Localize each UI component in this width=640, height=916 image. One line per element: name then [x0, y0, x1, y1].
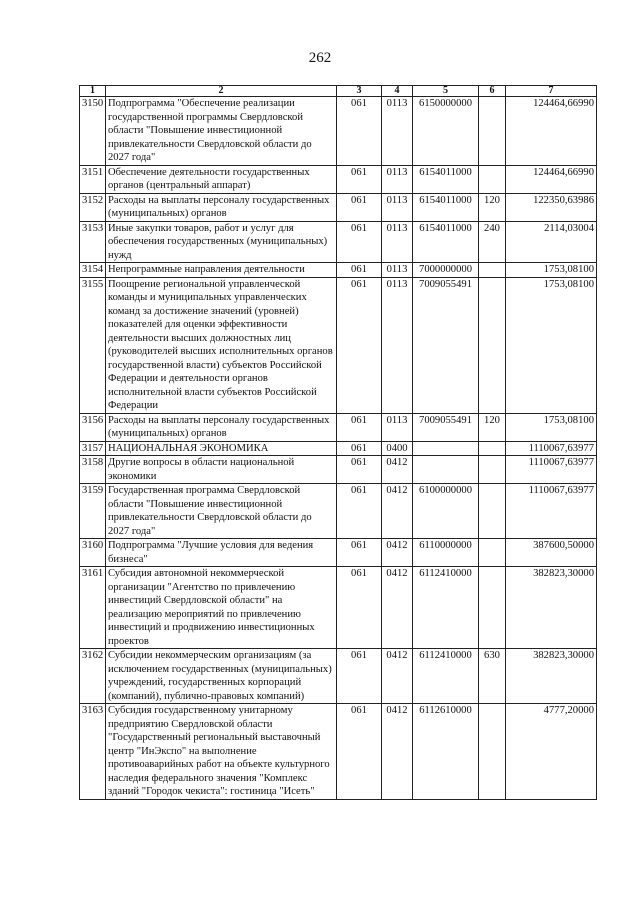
row-number: 3150 — [80, 97, 106, 166]
table-row — [80, 484, 597, 539]
code-3: 061 — [337, 456, 382, 484]
code-4: 0400 — [382, 441, 413, 456]
row-name: Расходы на выплаты персоналу государственных (муниципальных) органов — [106, 413, 337, 441]
code-5: 6112410000 — [413, 567, 479, 649]
code-4: 0113 — [382, 413, 413, 441]
row-number: 3158 — [80, 456, 106, 484]
code-5: 6110000000 — [413, 539, 479, 567]
row-amount: 4777,20000 — [506, 704, 597, 800]
code-3: 061 — [337, 277, 382, 413]
row-amount: 1110067,63977 — [506, 456, 597, 484]
code-6 — [479, 277, 506, 413]
code-5 — [413, 441, 479, 456]
code-4: 0113 — [382, 97, 413, 166]
row-amount: 2114,03004 — [506, 221, 597, 263]
code-4: 0113 — [382, 277, 413, 413]
code-6 — [479, 263, 506, 278]
code-5: 6154011000 — [413, 165, 479, 193]
table-row — [80, 221, 597, 263]
code-6: 630 — [479, 649, 506, 704]
row-name: Подпрограмма "Лучшие условия для ведения бизнеса" — [106, 539, 337, 567]
row-number: 3156 — [80, 413, 106, 441]
code-3: 061 — [337, 413, 382, 441]
row-name: Государственная программа Свердловской области "Повышение инвестиционной привлекательности Свердловской области до 2027 года" — [106, 484, 337, 539]
code-5: 6154011000 — [413, 221, 479, 263]
table-row — [80, 263, 597, 278]
code-3: 061 — [337, 649, 382, 704]
row-number: 3159 — [80, 484, 106, 539]
code-4: 0113 — [382, 263, 413, 278]
column-header: 2 — [106, 86, 337, 97]
column-header: 4 — [382, 86, 413, 97]
row-amount: 382823,30000 — [506, 567, 597, 649]
row-amount: 1110067,63977 — [506, 484, 597, 539]
row-name: Поощрение региональной управленческой команды и муниципальных управленческих команд за достижение значений (уровней) показателей для оценки эффективности деятельности высших должностных лиц (руководителей высших исполнительных органов государственной власти) субъектов Российской Федерации и деятельности органов исполнительной власти субъектов Российской Федерации — [106, 277, 337, 413]
row-amount: 1753,08100 — [506, 263, 597, 278]
row-name: НАЦИОНАЛЬНАЯ ЭКОНОМИКА — [106, 441, 337, 456]
code-6 — [479, 97, 506, 166]
budget-table — [79, 85, 597, 800]
code-3: 061 — [337, 441, 382, 456]
code-3: 061 — [337, 97, 382, 166]
row-number: 3160 — [80, 539, 106, 567]
code-4: 0412 — [382, 539, 413, 567]
row-name: Подпрограмма "Обеспечение реализации государственной программы Свердловской области "Повышение инвестиционной привлекательности Свердловской области до 2027 года" — [106, 97, 337, 166]
row-amount: 1110067,63977 — [506, 441, 597, 456]
code-5: 7000000000 — [413, 263, 479, 278]
code-6: 120 — [479, 413, 506, 441]
code-3: 061 — [337, 539, 382, 567]
code-6 — [479, 704, 506, 800]
row-name: Субсидия автономной некоммерческой организации "Агентство по привлечению инвестиций Свердловской области" на реализацию мероприятий по привлечению инвестиций и продвижению инвестиционных проектов — [106, 567, 337, 649]
column-header: 6 — [479, 86, 506, 97]
row-number: 3162 — [80, 649, 106, 704]
row-name: Расходы на выплаты персоналу государственных (муниципальных) органов — [106, 193, 337, 221]
row-amount: 1753,08100 — [506, 277, 597, 413]
code-4: 0113 — [382, 165, 413, 193]
code-6: 120 — [479, 193, 506, 221]
row-name: Субсидия государственному унитарному предприятию Свердловской области "Государственный региональный выставочный центр "ИнЭкспо" на выполнение противоаварийных работ на объекте культурного наследия федерального значения "Комплекс зданий "Городок чекиста": гостиница "Исеть" — [106, 704, 337, 800]
row-number: 3163 — [80, 704, 106, 800]
column-header: 1 — [80, 86, 106, 97]
row-name: Субсидии некоммерческим организациям (за исключением государственных (муниципальных) учреждений, государственных корпораций (компаний), публично-правовых компаний) — [106, 649, 337, 704]
column-header: 3 — [337, 86, 382, 97]
table-row — [80, 456, 597, 484]
row-number: 3152 — [80, 193, 106, 221]
table-row — [80, 165, 597, 193]
row-number: 3151 — [80, 165, 106, 193]
row-amount: 122350,63986 — [506, 193, 597, 221]
row-number: 3155 — [80, 277, 106, 413]
page-number: 262 — [308, 50, 332, 66]
row-name: Обеспечение деятельности государственных органов (центральный аппарат) — [106, 165, 337, 193]
code-5: 7009055491 — [413, 277, 479, 413]
code-6 — [479, 456, 506, 484]
code-6 — [479, 539, 506, 567]
code-3: 061 — [337, 567, 382, 649]
code-6: 240 — [479, 221, 506, 263]
code-3: 061 — [337, 221, 382, 263]
row-number: 3153 — [80, 221, 106, 263]
code-5: 7009055491 — [413, 413, 479, 441]
row-amount: 1753,08100 — [506, 413, 597, 441]
table-row — [80, 413, 597, 441]
row-number: 3154 — [80, 263, 106, 278]
row-name: Иные закупки товаров, работ и услуг для обеспечения государственных (муниципальных) нужд — [106, 221, 337, 263]
code-4: 0412 — [382, 649, 413, 704]
code-3: 061 — [337, 704, 382, 800]
code-3: 061 — [337, 263, 382, 278]
code-6 — [479, 567, 506, 649]
table-row — [80, 649, 597, 704]
code-5 — [413, 456, 479, 484]
code-4: 0412 — [382, 704, 413, 800]
table-row — [80, 539, 597, 567]
column-header: 7 — [506, 86, 597, 97]
code-5: 6154011000 — [413, 193, 479, 221]
code-4: 0412 — [382, 484, 413, 539]
column-header: 5 — [413, 86, 479, 97]
code-5: 6150000000 — [413, 97, 479, 166]
code-4: 0412 — [382, 567, 413, 649]
table-header-row — [80, 86, 597, 97]
code-4: 0113 — [382, 193, 413, 221]
code-5: 6112610000 — [413, 704, 479, 800]
code-6 — [479, 441, 506, 456]
row-number: 3161 — [80, 567, 106, 649]
row-amount: 124464,66990 — [506, 165, 597, 193]
code-4: 0113 — [382, 221, 413, 263]
table-row — [80, 193, 597, 221]
table-row — [80, 441, 597, 456]
code-3: 061 — [337, 165, 382, 193]
table-row — [80, 704, 597, 800]
row-name: Непрограммные направления деятельности — [106, 263, 337, 278]
row-name: Другие вопросы в области национальной экономики — [106, 456, 337, 484]
code-5: 6100000000 — [413, 484, 479, 539]
table-row — [80, 277, 597, 413]
code-4: 0412 — [382, 456, 413, 484]
row-amount: 387600,50000 — [506, 539, 597, 567]
row-amount: 124464,66990 — [506, 97, 597, 166]
table-row — [80, 567, 597, 649]
code-5: 6112410000 — [413, 649, 479, 704]
code-3: 061 — [337, 484, 382, 539]
row-number: 3157 — [80, 441, 106, 456]
code-6 — [479, 484, 506, 539]
row-amount: 382823,30000 — [506, 649, 597, 704]
table-row — [80, 97, 597, 166]
code-3: 061 — [337, 193, 382, 221]
code-6 — [479, 165, 506, 193]
